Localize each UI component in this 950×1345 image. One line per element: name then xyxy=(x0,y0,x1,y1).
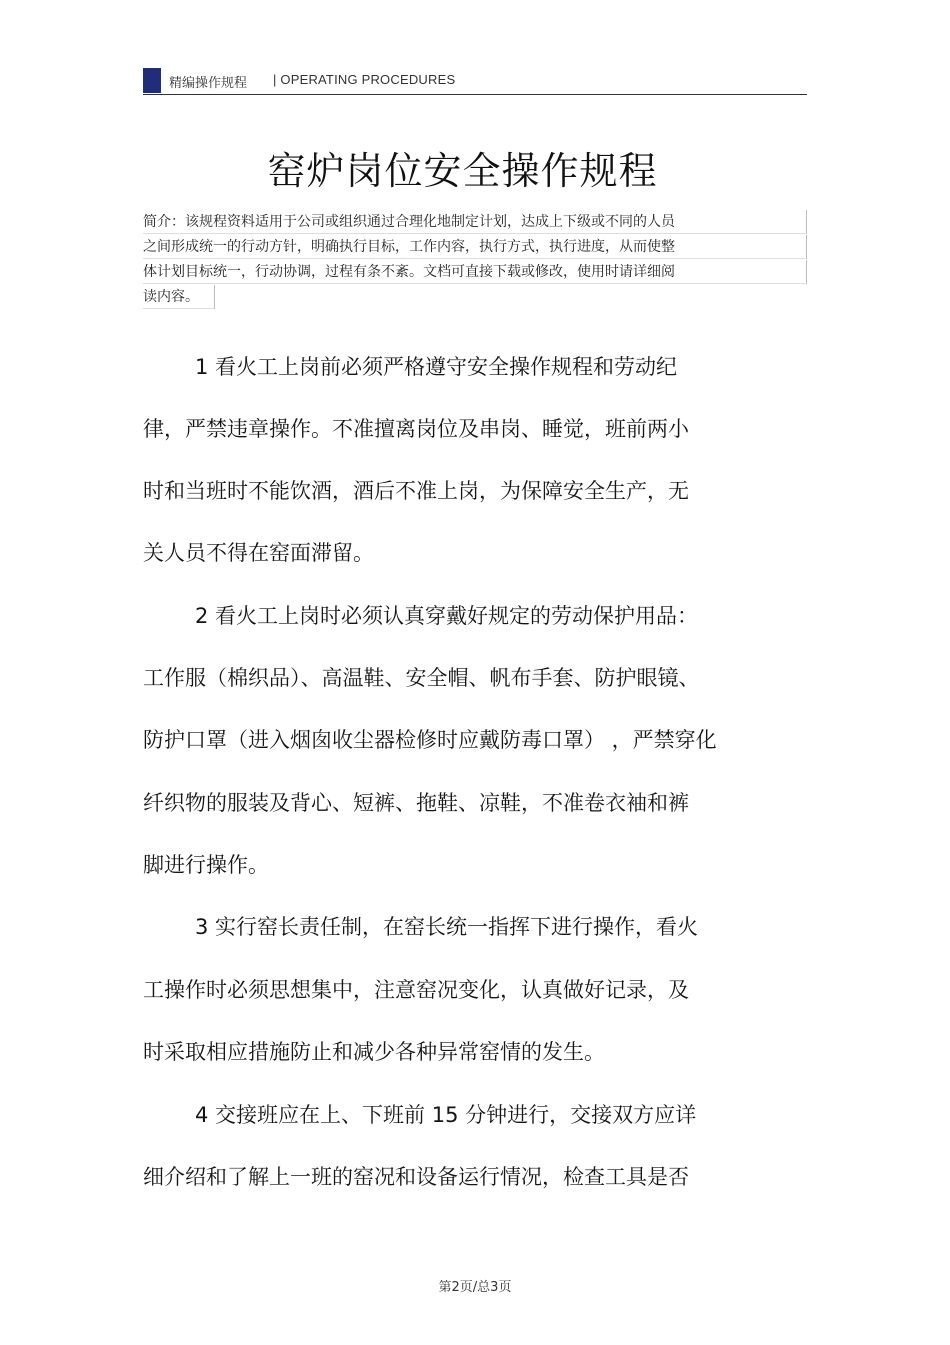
body-line: 2 看火工上岗时必须认真穿戴好规定的劳动保护用品： xyxy=(195,604,699,628)
document-title: 窑炉岗位安全操作规程 xyxy=(267,149,658,193)
intro-line: 简介：该规程资料适用于公司或组织通过合理化地制定计划，达成上下级或不同的人员 xyxy=(143,210,807,234)
body-line: 3 实行窑长责任制，在窑长统一指挥下进行操作，看火 xyxy=(195,915,699,939)
body-line: 4 交接班应在上、下班前 15 分钟进行，交接双方应详 xyxy=(195,1103,697,1127)
body-line: 时采取相应措施防止和减少各种异常窑情的发生。 xyxy=(143,1040,605,1064)
intro-line: 体计划目标统一，行动协调，过程有条不紊。文档可直接下载或修改，使用时请详细阅 xyxy=(143,260,807,284)
intro-line: 读内容。 xyxy=(143,285,215,309)
body-line: 脚进行操作。 xyxy=(143,853,269,877)
body-line: 1 看火工上岗前必须严格遵守安全操作规程和劳动纪 xyxy=(195,355,678,379)
page-header xyxy=(143,66,807,95)
header-brand: 精编操作规程 xyxy=(169,76,248,91)
body-line: 纤织物的服装及背心、短裤、拖鞋、凉鞋，不准卷衣袖和裤 xyxy=(143,791,689,815)
body-line: 细介绍和了解上一班的窑况和设备运行情况，检查工具是否 xyxy=(143,1165,689,1189)
body-line: 律，严禁违章操作。不准擅离岗位及串岗、睡觉，班前两小 xyxy=(143,417,689,441)
body-line: 工作服（棉织品）、高温鞋、安全帽、帆布手套、防护眼镜、 xyxy=(143,666,700,690)
body-line: 防护口罩（进入烟囱收尘器检修时应戴防毒口罩） ，严禁穿化 xyxy=(143,728,717,752)
header-section: | OPERATING PROCEDURES xyxy=(273,72,456,87)
body-line: 时和当班时不能饮酒，酒后不准上岗，为保障安全生产，无 xyxy=(143,479,689,503)
logo-mark xyxy=(143,68,161,93)
intro-line: 之间形成统一的行动方针，明确执行目标，工作内容，执行方式，执行进度，从而使整 xyxy=(143,235,807,259)
page-number: 第2页/总3页 xyxy=(438,1280,512,1295)
body-line: 关人员不得在窑面滞留。 xyxy=(143,541,374,565)
body-line: 工操作时必须思想集中，注意窑况变化，认真做好记录，及 xyxy=(143,978,689,1002)
